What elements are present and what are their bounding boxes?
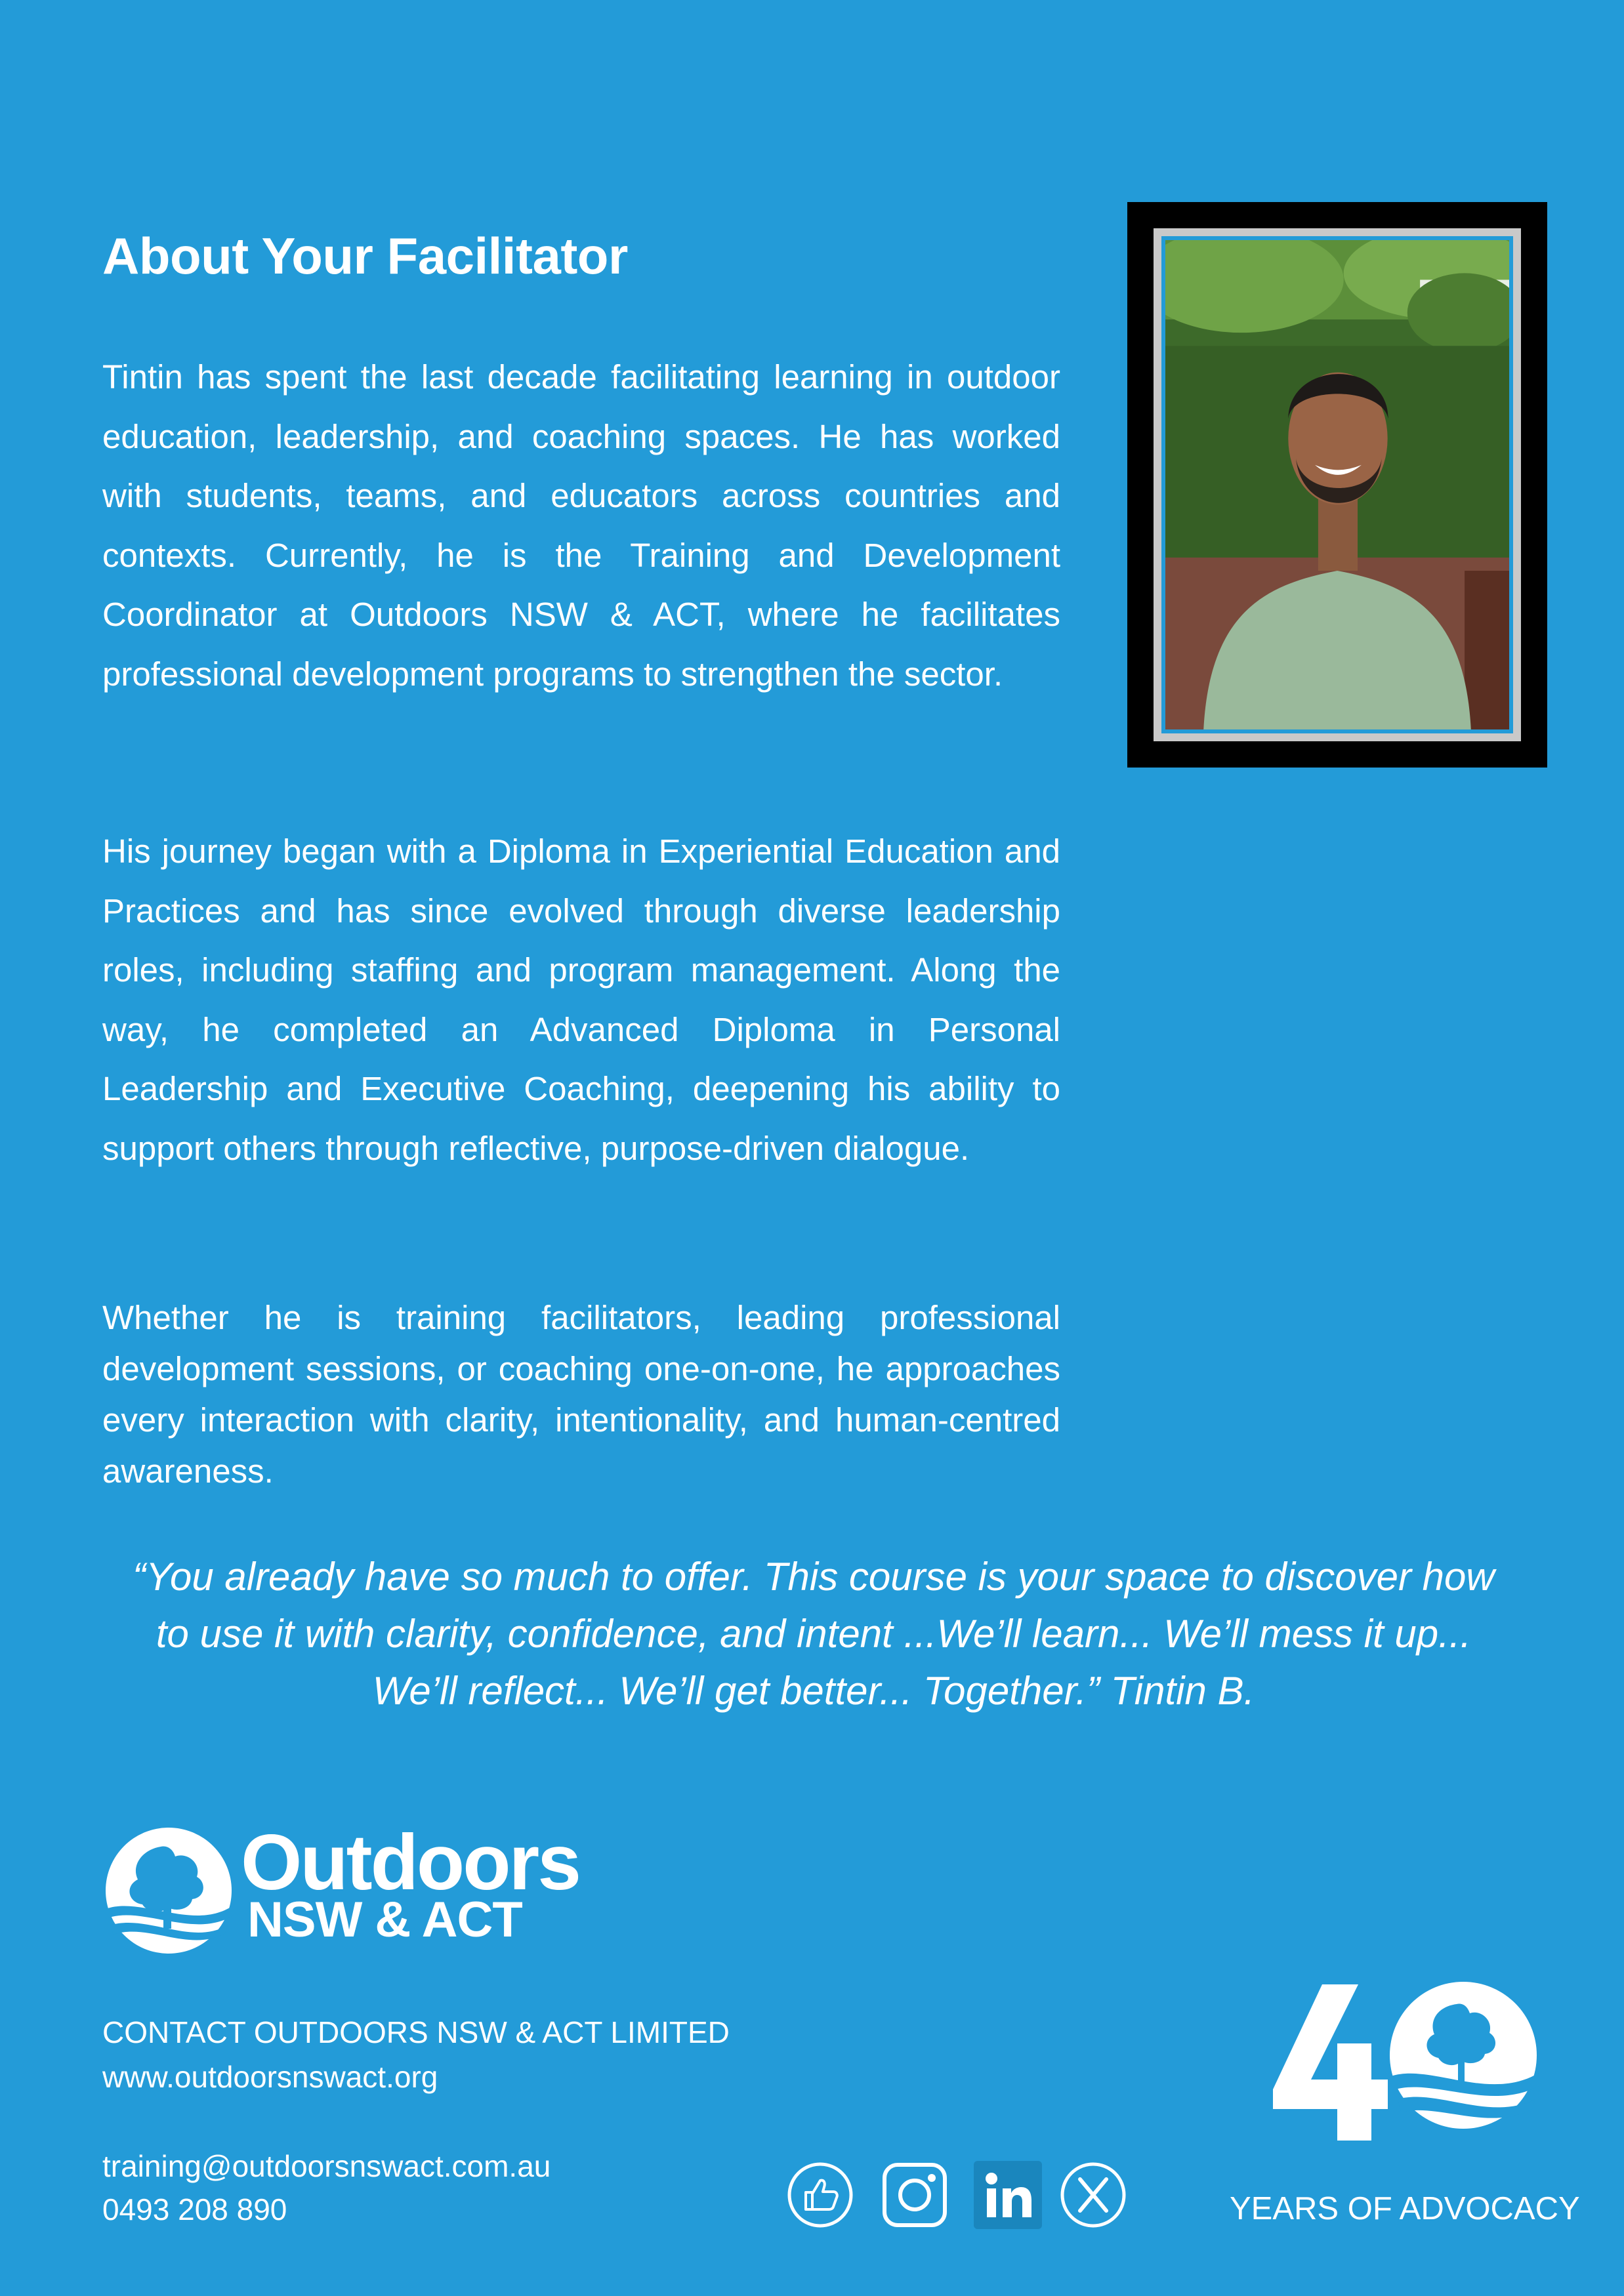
website-link[interactable]: www.outdoorsnswact.org <box>102 2060 438 2094</box>
photo-mat <box>1154 228 1521 741</box>
contact-heading: CONTACT OUTDOORS NSW & ACT LIMITED <box>102 2015 730 2049</box>
logo-word-outdoors: Outdoors <box>241 1818 579 1906</box>
phone-number[interactable]: 0493 208 890 <box>102 2192 287 2226</box>
outdoors-logo <box>102 1818 579 1958</box>
instagram-icon[interactable] <box>881 2161 949 2229</box>
forty-years-logo <box>1260 1978 1539 2142</box>
facebook-like-icon[interactable] <box>786 2161 854 2229</box>
tree-logo-icon <box>102 1827 236 1955</box>
facilitator-quote: “You already have so much to offer. This course is your space to discover how to use it with clarity, confidence, and intent ...We’ll learn... We’ll mess it up... We’ll reflect... We’ll get better... Together.” Tintin B. <box>133 1555 1495 1713</box>
bio-paragraph-2: His journey began with a Diploma in Experiential Education and Practices and has since evolved through diverse leadership roles, including staffing and program management. Along the way, he completed an Advanced Diploma in Personal Leadership and Executive Coaching, deepening his ability to support others through reflective, purpose-driven dialogue. <box>102 832 1060 1167</box>
years-of-advocacy-label: YEARS OF ADVOCACY <box>1230 2191 1580 2226</box>
email-link[interactable]: training@outdoorsnswact.com.au <box>102 2149 551 2183</box>
logo-word-nsw-act: NSW & ACT <box>247 1892 522 1948</box>
facilitator-photo-frame <box>1127 202 1547 768</box>
page-title: About Your Facilitator <box>102 227 628 285</box>
bio-paragraph-3: Whether he is training facilitators, leading professional development sessions, or coaching one-on-one, he approaches every interaction with clarity, intentionality, and human-centred awareness. <box>102 1299 1060 1490</box>
facilitator-photo <box>1165 240 1509 729</box>
linkedin-icon[interactable] <box>974 2161 1042 2229</box>
photo-border <box>1161 236 1513 733</box>
bio-paragraph-1: Tintin has spent the last decade facilitating learning in outdoor education, leadership, and coaching spaces. He has worked with students, teams, and educators across countries and contexts. Currently, he is the Training and Development Coordinator at Outdoors NSW & ACT, where he facilitates professional development programs to strengthen the sector. <box>102 358 1060 693</box>
x-icon[interactable] <box>1059 2161 1127 2229</box>
